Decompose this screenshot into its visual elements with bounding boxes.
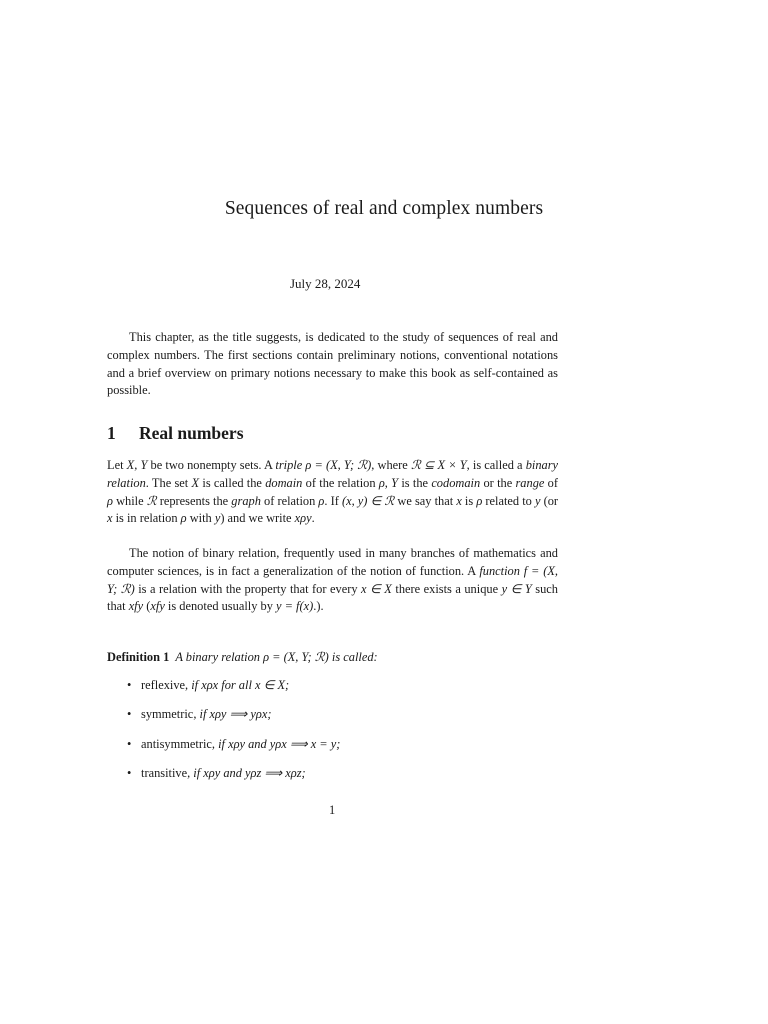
section-number: 1 (107, 423, 116, 443)
paragraph-binary-relation: Let X, Y be two nonempty sets. A triple ρ = (X, Y; ℛ), where ℛ ⊆ X × Y, is called a binary relation. The set X is called the domain of the relation ρ, Y is the codomain or the range of ρ while ℛ represents the graph of relation ρ. If (x, y) ∈ ℛ we say that x is ρ related to y (or x is in relation ρ with y) and we write xρy. (107, 458, 559, 526)
document-title: Sequences of real and complex numbers (224, 198, 544, 219)
paragraph-function: The notion of binary relation, frequently used in many branches of mathematics and computer sciences, is in fact a generalization of the notion of function. A function f = (X, Y; ℛ) is a relation with the property that for every x ∈ X there exists a unique y ∈ Y such that xfy (xfy is denoted usually by y = f(x).). (107, 546, 558, 614)
definition-1 (107, 649, 558, 667)
definition-list (127, 677, 557, 794)
page-number: 1 (329, 803, 336, 817)
section-title: Real numbers (139, 423, 244, 443)
list-item: • symmetric, if xρy ⟹ yρx; (127, 706, 557, 735)
list-item: • reflexive, if xρx for all x ∈ X; (127, 677, 557, 706)
bullet-icon: • (127, 678, 132, 692)
list-item: • antisymmetric, if xρy and yρx ⟹ x = y; (127, 736, 557, 765)
abstract-text: This chapter, as the title suggests, is dedicated to the study of sequences of real and complex numbers. The first sections contain preliminary notions, conventional notations and a brief overview on primary notions necessary to make this book as self-contained as possible. (107, 330, 558, 398)
section-heading (107, 423, 244, 444)
definition-statement: A binary relation ρ = (X, Y; ℛ) is called: (175, 650, 378, 664)
document-date: July 28, 2024 (290, 276, 361, 291)
bullet-icon: • (127, 736, 132, 751)
list-item: • transitive, if xρy and yρz ⟹ xρz; (127, 765, 557, 794)
definition-label: Definition 1 (107, 650, 170, 664)
bullet-icon: • (127, 765, 132, 780)
abstract (107, 329, 558, 400)
bullet-icon: • (127, 707, 132, 722)
